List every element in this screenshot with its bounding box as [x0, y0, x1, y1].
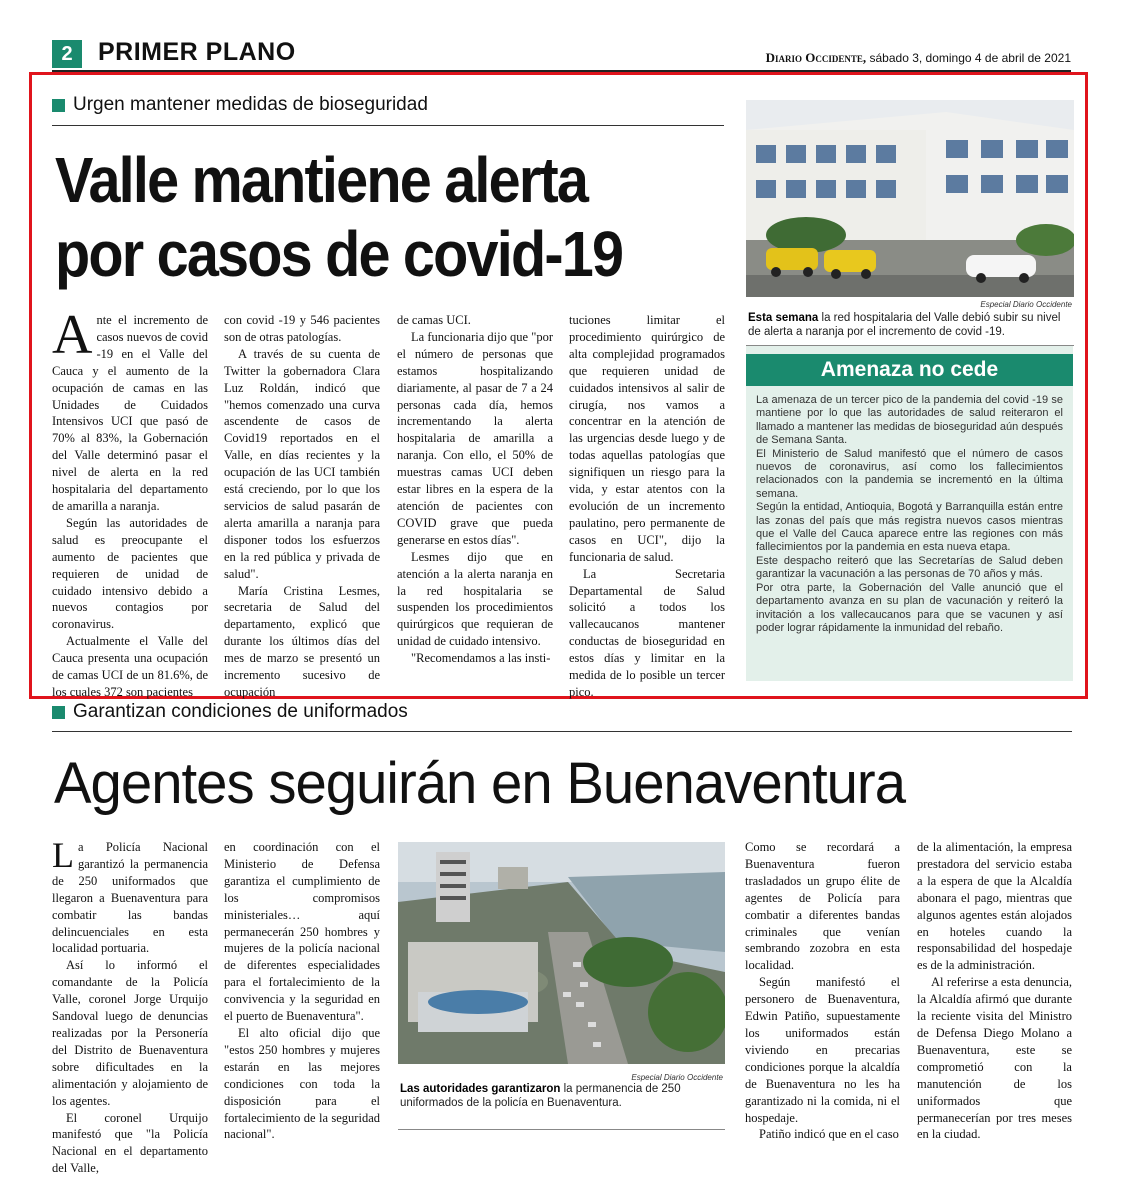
page-number: 2: [52, 40, 82, 68]
article1-kicker: Urgen mantener medidas de bioseguridad: [52, 94, 428, 116]
sidebar-text: La amenaza de un tercer pico de la pandemia del covid -19 se mantiene por lo que las autoridades de salud reiteraron el llamado a mantener las medidas de bioseguridad aún después de Semana Santa. El Ministerio de Salud manifestó que el número de casos nuevos de coronavirus, así como los fallecimientos relacionados con la pandemia se incrementó en la última semana. Según la entidad, Antioquia, Bogotá y Barranquilla están entre las zonas del país que más registra nuevos casos mientras que el Valle del Cauca aparece entre las regiones con más fallecimientos por la pandemia en esta nueva etapa. Este despacho reiteró que las Secretarías de Salud deben garantizar la vacunación a las personas de 70 años y más. Por otra parte, la Gobernación del Valle anunció que el departamento avanza en su plan de vacunación y reiteró la invitación a los vallecaucanos para que se vacunen y así poder lograr rápidamente la inmunidad del rebaño.: [756, 394, 1063, 634]
article2-kicker: Garantizan condiciones de uniformados: [52, 701, 408, 723]
kicker-square-icon: [52, 99, 65, 112]
paper-name: Diario Occidente,: [765, 50, 867, 65]
article2-headline: Agentes seguirán en Buenaventura: [54, 751, 906, 816]
article2-column-3: Como se recordará a Buenaventura fueron trasladados un grupo élite de agentes de Policía para combatir a diferentes bandas criminales que venían sembrando zozobra en esta localidad. Según manifestó el personero de Buenaventura, Edwin Patiño, supuestamente los uniformados están viviendo en precarias condiciones porque la alcaldía de Buenaventura no les ha garantizado ni la comida, ni el hospedaje. Patiño indicó que en el caso: [745, 840, 900, 1142]
article2-column-2: en coordinación con el Ministerio de Defensa garantiza el cumplimiento de los compromisos ministeriales… aquí permanecerán 250 hombres y mujeres de la policía nacional de diferentes especialidades para el fortalecimiento de la convivencia y la seguridad en el puerto de Buenaventura". El alto oficial dijo que "estos 250 hombres y mujeres estarán en las mejores condiciones con toda la disposición para el fortalecimiento de la seguridad nacional".: [224, 840, 380, 1142]
article1-headline: Valle mantiene alerta por casos de covid-19: [55, 144, 623, 290]
kicker-square-icon: [52, 706, 65, 719]
article2-column-1: La Policía Nacional garantizó la permanencia de 250 uniformados que llegaron a Buenaventura para combatir las bandas delincuenciales en esta localidad portuaria. Así lo informó el comandante de la Policía Valle, coronel Jorge Urquijo Sandoval luego de denuncias realizadas por la Personería del Distrito de Buenaventura sobre dificultades en la alimentación y alojamiento de los agentes. El coronel Urquijo manifestó que "la Policía Nacional en el departamento del Valle,: [52, 835, 208, 1176]
kicker-rule: [52, 731, 1072, 732]
article1-column-2: con covid -19 y 546 pacientes son de otras patologías. A través de su cuenta de Twitter la gobernadora Clara Luz Roldán, indicó que "hemos comenzado una curva ascendente de casos de Covid19 reportados en el Valle, en días recientes y la ocupación de las UCI también está creciendo, por lo que los servicios de salud pasarán de alerta amarilla a naranja para disponer todos los esfuerzos en la red pública y privada de salud". María Cristina Lesmes, secretaria de Salud del departamento, explicó que durante los últimos días del mes de marzo se presentó un incremento sucesivo de ocupación: [224, 313, 380, 699]
article1-column-1: Ante el incremento de casos nuevos de covid -19 en el Valle del Cauca y el aumento de la ocupación de camas en las Unidades de Cuidados Intensivos UCI que pasó de 70% al 83%, la Gobernación del Valle determinó pasar el nivel de alerta en la red hospitalaria del departamento de amarilla a naranja. Según las autoridades de salud es preocupante el aumento de pacientes que requieren de unidad de cuidado intensivo debido a nuevos contagios por coronavirus. Actualmente el Valle del Cauca presenta una ocupación de camas UCI de un 81.6%, de los cuales 372 son pacientes: [52, 304, 208, 699]
article2-column-4: de la alimentación, la empresa prestadora del servicio estaba a la espera de que la Alcaldía abonara el pago, mientras que algunos agentes están alojados en hoteles cuando la responsabilidad del hospedaje es de la administración. Al referirse a esta denuncia, la Alcaldía afirmó que durante la reciente visita del Ministro de Defensa Diego Molano a Buenaventura, este se comprometió con la manutención de los uniformados que permanecerían por tres meses en la ciudad.: [917, 840, 1072, 1142]
photo-credit: Especial Diario Occidente: [631, 1073, 723, 1082]
article1-column-4: tuciones limitar el procedimiento quirúrgico de alta complejidad programados que requieren unidad de cuidados intensivos al salir de cirugía, nos vamos a concentrar en la atención de las urgencias desde luego y de todas aquellas patologías que signifiquen un riesgo para la vida, y estar atentos con la evolución de un incremento paulatino, pero permanente de casos en UCI", dijo la funcionaria de salud. La Secretaria Departamental de Salud solicitó a todos los vallecaucanos mantener conductas de bioseguridad en estos días y limitar en la medida de lo posible un tercer pico.: [569, 313, 725, 699]
caption-rule: [398, 1129, 725, 1130]
drop-cap: L: [52, 835, 74, 875]
kicker-rule: [52, 125, 724, 126]
sidebar-box: [746, 346, 1073, 681]
photo-credit: Especial Diario Occidente: [980, 300, 1072, 309]
section-title: PRIMER PLANO: [98, 38, 296, 66]
hospital-photo: [746, 100, 1074, 297]
buenaventura-photo: [398, 842, 725, 1064]
article1-column-3: de camas UCI. La funcionaria dijo que "por el número de personas que estamos hospitalizando diariamente, al pasar de 7 a 24 personas cada día, hemos incrementando la alerta hospitalaria de amarilla a naranja. Con ello, el 50% de muestras camas UCI deben estar libres en la espera de la atención de pacientes con COVID grave que pueda generarse en estos días". Lesmes dijo que en atención a la alerta naranja en la red hospitalaria se suspenden los procedimientos quirúrgicos que requieran de unidad de cuidado intensivo. "Recomendamos a las insti-: [397, 313, 553, 666]
masthead: [766, 50, 1071, 66]
photo-caption: Esta semana la red hospitalaria del Valle debió subir su nivel de alerta a naranja por el incremento de covid -19.: [748, 312, 1061, 338]
drop-cap: A: [52, 304, 93, 366]
sidebar-title: Amenaza no cede: [746, 354, 1073, 386]
photo-caption: Las autoridades garantizaron la permanencia de 250 uniformados de la policía en Buenaventura.: [400, 1083, 681, 1109]
issue-date: sábado 3, domingo 4 de abril de 2021: [869, 51, 1071, 65]
